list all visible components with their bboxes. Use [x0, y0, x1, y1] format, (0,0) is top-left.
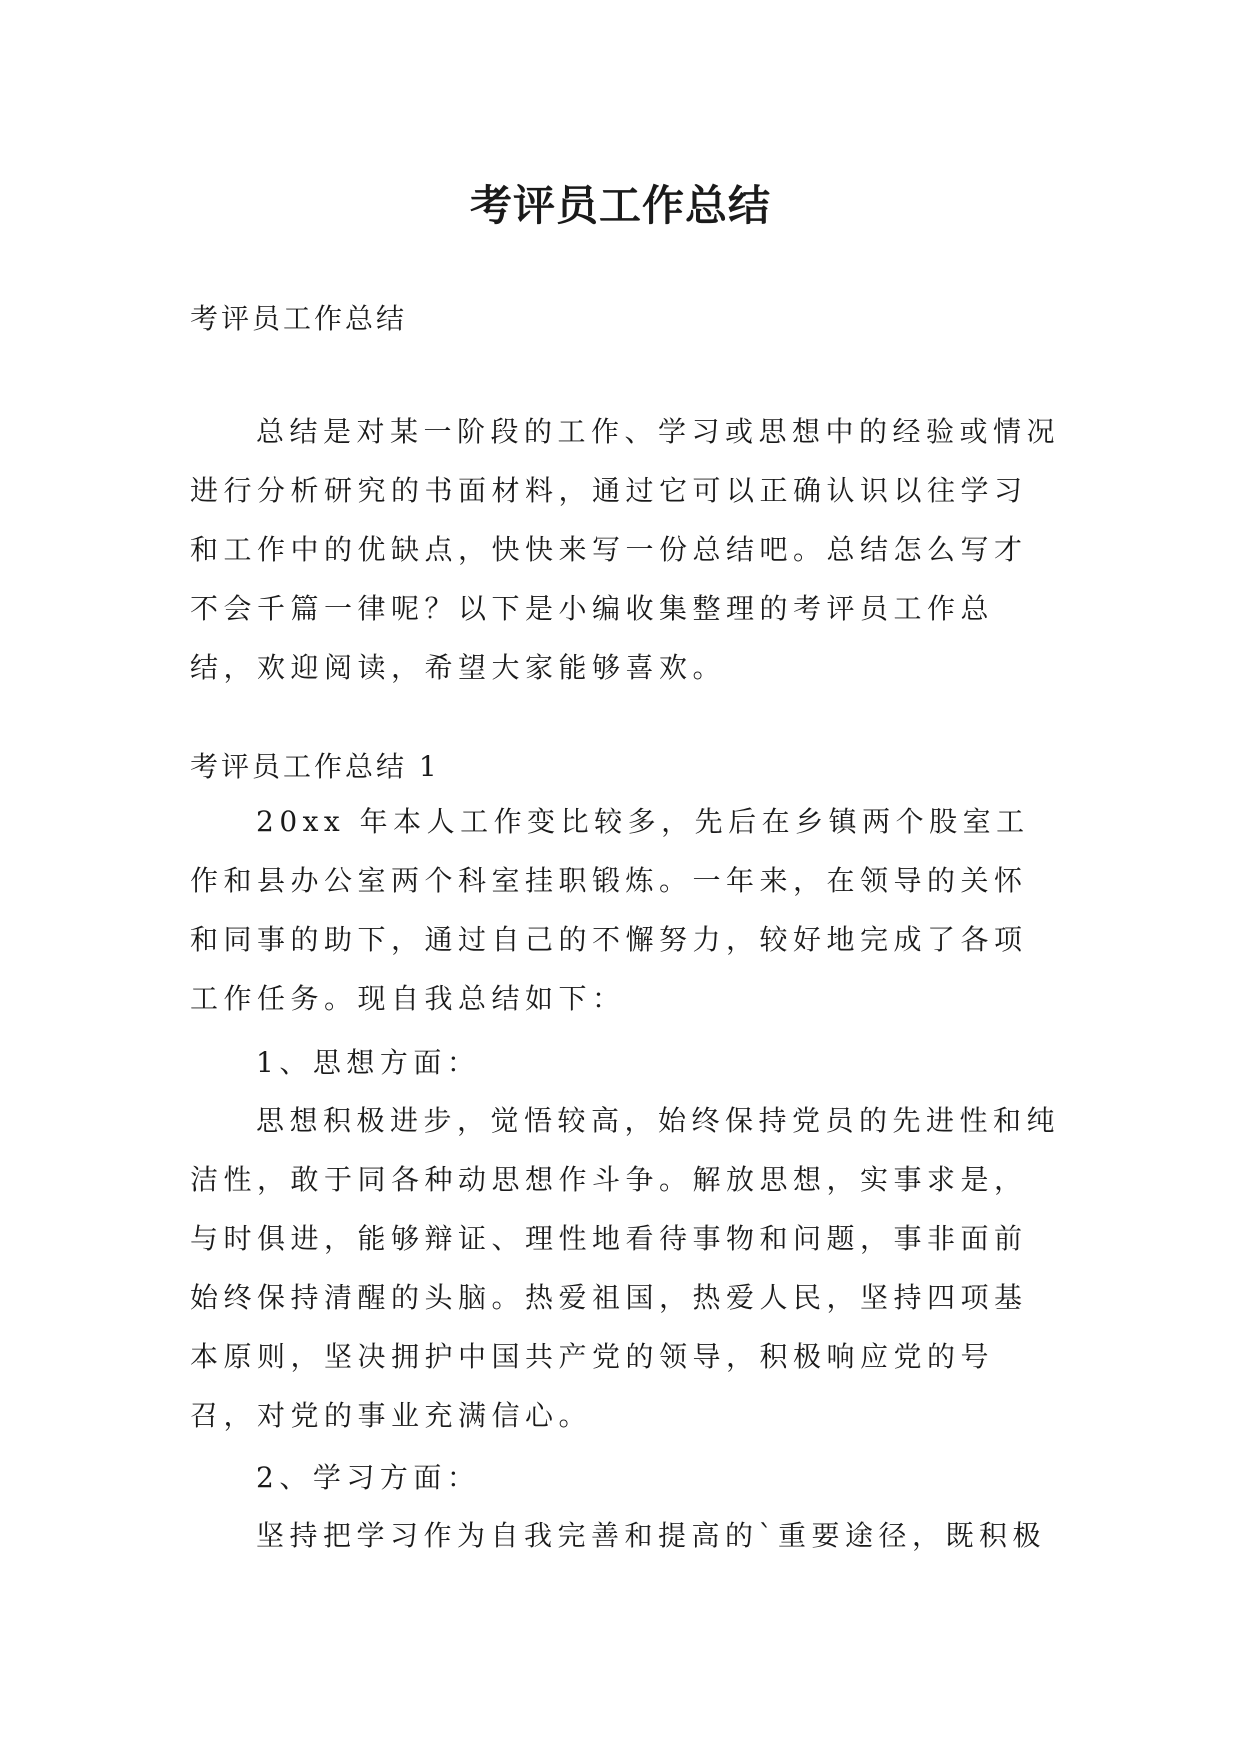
section-heading: 考评员工作总结 1 [190, 750, 440, 783]
study-paragraph: 坚持把学习作为自我完善和提高的`重要途径，既积极 [256, 1519, 1047, 1552]
thought-heading: 1、思想方面： [256, 1046, 481, 1079]
study-heading: 2、学习方面： [256, 1461, 481, 1494]
document-subtitle: 考评员工作总结 [190, 302, 408, 335]
intro-paragraph: 总结是对某一阶段的工作、学习或思想中的经验或情况进行分析研究的书面材料，通过它可以正确认识以往学习和工作中的优缺点，快快来写一份总结吧。总结怎么写才不会千篇一律呢？以下是小编收集整理的考评员工作总结，欢迎阅读，希望大家能够喜欢。 [190, 415, 1061, 684]
document-title: 考评员工作总结 [469, 181, 771, 231]
summary-paragraph: 20xx 年本人工作变比较多，先后在乡镇两个股室工作和县办公室两个科室挂职锻炼。一年来，在领导的关怀和同事的助下，通过自己的不懈努力，较好地完成了各项工作任务。现自我总结如下： [190, 805, 1030, 1015]
thought-paragraph: 思想积极进步，觉悟较高，始终保持党员的先进性和纯洁性，敢于同各种动思想作斗争。解放思想，实事求是，与时俱进，能够辩证、理性地看待事物和问题，事非面前始终保持清醒的头脑。热爱祖国，热爱人民，坚持四项基本原则，坚决拥护中国共产党的领导，积极响应党的号召，对党的事业充满信心。 [190, 1104, 1061, 1432]
